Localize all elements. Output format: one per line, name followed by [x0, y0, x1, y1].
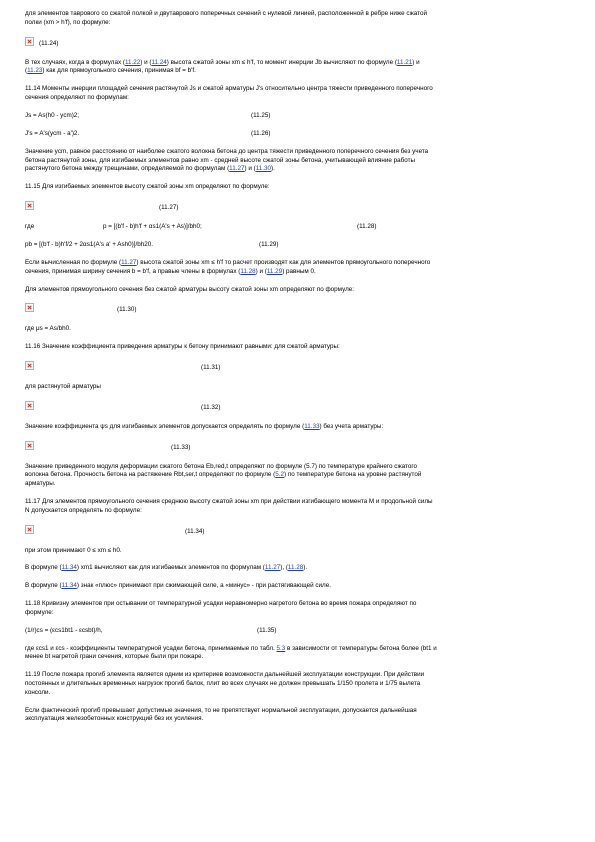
text: ) и (	[140, 58, 152, 66]
text: Значение коэффициента ψs для изгибаемых элементов допускается определять по формуле (	[25, 422, 305, 430]
link-5-2[interactable]: 5.2	[275, 471, 285, 479]
text-line: сечения определяют по формулам:	[25, 93, 129, 101]
text-line: 11.17 Для элементов прямоугольного сечения среднюю высоту сжатой зоны xm при действии изгибающего момента M и продольной силы	[25, 497, 433, 505]
text-line: бетона растянутой зоны, для изгибаемых элементов равно xm - средней высоте сжатой зоны бетона, учитывающей влияние работы	[25, 156, 416, 164]
text: ) и (	[244, 165, 256, 173]
broken-image-icon	[25, 361, 34, 370]
text: ) знак «плюс» принимают при сжимающей силе, а «минус» - при растягивающей силе.	[76, 582, 331, 590]
text-line: N допускается определять по формуле:	[25, 506, 142, 514]
text: растянутого бетона между трещинами, определяемой по формулам (	[25, 165, 230, 173]
text-line: Значение ycm, равное расстоянию от наиболее сжатого волокна бетона до центра тяжести приведенного поперечного сечения без учета	[25, 147, 429, 155]
paragraph-intro	[25, 10, 573, 28]
link-11-21[interactable]: 11.21	[396, 58, 413, 66]
equation-11-33	[25, 441, 573, 455]
broken-image-icon	[25, 441, 34, 450]
broken-image-icon	[25, 401, 34, 410]
text: ) равным 0.	[282, 267, 316, 275]
broken-image-icon	[25, 303, 34, 312]
text: ) xm1 вычисляют как для изгибаемых элементов по формулам (	[76, 564, 265, 572]
text-line: полки (xm > h'f), по формуле:	[25, 18, 111, 26]
text: ) высота сжатой зоны xm ≤ h'f, то момент инерции Jb вычисляют по формуле (	[166, 58, 397, 66]
text: ).	[270, 165, 275, 173]
paragraph-psi	[25, 423, 573, 432]
paragraph-bounds: при этом принимают 0 ≤ xm ≤ h0.	[25, 546, 122, 554]
equation-number: (11.31)	[201, 363, 221, 371]
paragraph-if-xm	[25, 259, 573, 277]
paragraph-tension-reinforcement: для растянутой арматуры	[25, 382, 101, 390]
link-11-30[interactable]: 11.30	[255, 165, 271, 173]
link-11-23[interactable]: 11.23	[27, 67, 43, 75]
formula-text: р = [(b'f - b)h'f + αs1(A's + As)]/bh0;	[103, 222, 202, 230]
text: ) без учета арматуры:	[319, 422, 384, 430]
paragraph-sign	[25, 582, 573, 591]
text-line: формуле:	[25, 608, 54, 616]
paragraph-mu: где μs = As/bh0.	[25, 325, 71, 333]
text: Если вычисленная по формуле (	[25, 258, 122, 266]
link-11-28[interactable]: 11.28	[240, 267, 256, 275]
text-line: 11.14 Моменты инерции площадей сечения растянутой Js и сжатой арматуры J's относительно центра тяжести приведенного поперечного	[25, 85, 433, 93]
link-11-27[interactable]: 11.27	[229, 165, 245, 173]
link-11-24[interactable]: 11.24	[151, 58, 167, 66]
link-11-34[interactable]: 11.34	[61, 582, 77, 590]
equation-11-24	[25, 37, 573, 51]
text: ) высота сжатой зоны xm ≤ h'f то расчет производят как для элементов прямоугольного поперечного	[136, 258, 431, 266]
formula-text: Js = As(h0 - ycm)2;	[25, 111, 80, 119]
text: в зависимости от температуры бетона более (bt1 и	[285, 644, 437, 652]
equation-number: (11.27)	[159, 203, 179, 211]
equation-11-27	[25, 201, 573, 215]
text: ).	[303, 564, 308, 572]
equation-number: (11.29)	[259, 240, 279, 248]
link-11-34[interactable]: 11.34	[61, 564, 77, 572]
paragraph-11-18	[25, 600, 573, 618]
equation-number: (11.34)	[185, 527, 205, 535]
text: В формуле (	[25, 564, 62, 572]
text: ) и (	[255, 267, 267, 275]
paragraph-ycm	[25, 148, 573, 174]
equation-number: (11.25)	[251, 111, 271, 119]
paragraph-11-17	[25, 498, 573, 516]
formula-11-25	[25, 112, 573, 121]
paragraph-formula-xm1	[25, 564, 573, 573]
text-line: для элементов таврового со сжатой полкой и двутаврового поперечных сечений с нулевой линией, расположенной в ребре ниже сжатой	[25, 10, 427, 17]
equation-11-30	[25, 303, 573, 317]
paragraph-moment-inertia	[25, 59, 573, 77]
equation-number: (11.33)	[171, 443, 191, 451]
paragraph-11-14	[25, 85, 573, 103]
text-line: менее bt нагретой грани сечения, которые были при пожаре.	[25, 653, 204, 661]
formula-text: (1/r)cs = (εcs1bt1 - εcsbt)/h,	[25, 626, 103, 634]
broken-image-icon	[25, 37, 34, 46]
equation-number: (11.35)	[257, 626, 277, 634]
formula-11-35	[25, 627, 573, 636]
text-line: арматуры.	[25, 480, 56, 488]
text: (	[25, 67, 28, 75]
paragraph-11-15: 11.15 Для изгибаемых элементов высоту сжатой зоны xm определяют по формуле:	[25, 183, 270, 191]
formula-text: pb = [(b'f - b)h'f/2 + 2αs1(A's a' + Ash0)]/bh20.	[25, 240, 153, 248]
formula-11-28	[25, 223, 573, 232]
formula-text: J's = A's(ycm - a')2.	[25, 129, 80, 137]
text: В тех случаях, когда в формулах (	[25, 58, 125, 66]
equation-number: (11.32)	[201, 403, 221, 411]
paragraph-shrinkage	[25, 645, 573, 663]
text-line: Значение приведенного модуля деформации сжатого бетона Eb,red,t определяют по формуле (5.7) по температуре крайнего сжатого	[25, 462, 418, 470]
text-line: 11.19 После пожара прогиб элемента является одним из критериев возможности дальнейшей эксплуатации конструкции. При действии	[25, 671, 425, 679]
text: ), (	[280, 564, 288, 572]
formula-11-29	[25, 241, 573, 250]
link-11-28[interactable]: 11.28	[287, 564, 304, 572]
paragraph-11-16: 11.16 Значение коэффициента приведения арматуры к бетону принимают равными: для сжатой арматуры:	[25, 343, 340, 351]
text: В формуле (	[25, 582, 62, 590]
broken-image-icon	[25, 525, 34, 534]
text: сечения, принимая ширину сечения b = b'f, а правые члены в формулах (	[25, 267, 241, 275]
equation-number: (11.28)	[357, 222, 377, 230]
text: ) как для прямоугольного сечения, принимая bf = b'f.	[42, 67, 196, 75]
link-11-27[interactable]: 11.27	[264, 564, 281, 572]
text-line: Если фактический прогиб превышает допустимые значения, то не препятствует нормальной эксплуатации, допускается дальнейшая	[25, 706, 417, 714]
link-11-33[interactable]: 11.33	[304, 422, 320, 430]
document-page	[25, 10, 573, 733]
text: волокна бетона. Прочность бетона на растяжение Rbt,ser,t определяют по формуле (	[25, 471, 276, 479]
text-line: эксплуатация железобетонных конструкций без их усиления.	[25, 715, 204, 723]
equation-number: (11.24)	[39, 39, 59, 47]
broken-image-icon	[25, 201, 34, 210]
text-line: постоянных и длительных временных нагрузок прогиб балок, плит во всех случаях не должен превышать 1/150 пролета и 1/75 вылета	[25, 679, 421, 687]
text-line: 11.18 Кривизну элементов при остывании от температурной усадки неравномерно нагретого бетона во время пожара определяют по	[25, 599, 417, 607]
paragraph-rectangular: Для элементов прямоугольного сечения без сжатой арматуры высоту сжатой зоны xm определяют по формуле:	[25, 285, 355, 293]
equation-number: (11.30)	[117, 306, 137, 314]
equation-11-34	[25, 525, 573, 539]
text: ) по температуре бетона на уровне растянутой	[284, 471, 422, 479]
equation-11-32	[25, 401, 573, 415]
text: где εcs1 и εcs - коэффициенты температурной усадки бетона, принимаемые по табл.	[25, 644, 277, 652]
link-11-27[interactable]: 11.27	[121, 258, 137, 266]
text-line: консоли.	[25, 688, 51, 696]
link-11-29[interactable]: 11.29	[266, 267, 283, 275]
formula-11-26	[25, 130, 573, 139]
equation-11-31	[25, 361, 573, 375]
paragraph-modulus	[25, 463, 573, 489]
link-11-22[interactable]: 11.22	[124, 58, 141, 66]
paragraph-11-19	[25, 671, 573, 697]
text: ) и	[412, 58, 420, 66]
equation-number: (11.26)	[251, 129, 271, 137]
paragraph-final	[25, 707, 573, 725]
link-5-3[interactable]: 5.3	[276, 644, 286, 652]
formula-lead: где	[25, 222, 35, 230]
